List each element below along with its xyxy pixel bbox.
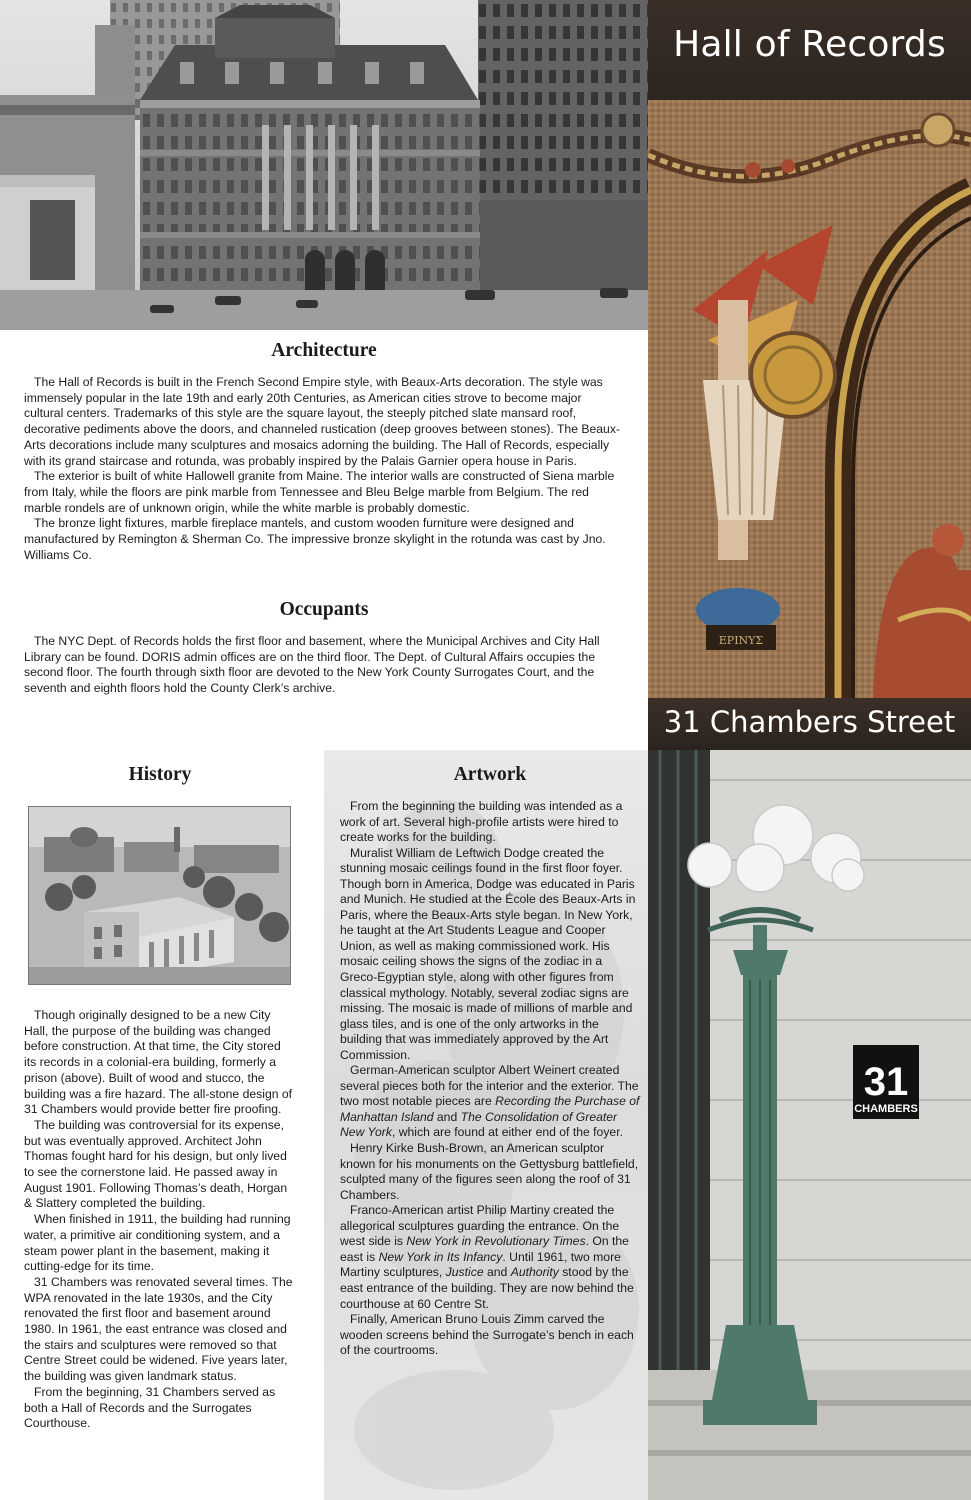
- history-paragraph: When finished in 1911, the building had running water, a primitive air conditioning system, and a steam power plant in the basement, making it cutting-edge for its time.: [24, 1212, 291, 1274]
- street-band: [648, 698, 971, 750]
- right-column: [648, 0, 971, 1500]
- architecture-paragraph: The exterior is built of white Hallowell granite from Maine. The interior walls are constructed of Siena marble from Italy, while the floors are pink marble from Tennessee and Bleu Belge marble from Belgium. The red marble rondels are of unknown origin, while the white marble is probably domestic.: [24, 469, 615, 515]
- artwork-text: stood by the east entrance of the building. They are now behind the courthouse at 60 Centre St.: [340, 1265, 634, 1311]
- artwork-paragraph: Henry Kirke Bush-Brown, an American sculptor known for his monuments on the Gettysburg battlefield, sculpted many of the figures seen along the roof of 31 Chambers.: [340, 1141, 639, 1202]
- history-section: [24, 764, 296, 806]
- artwork-paragraph: From the beginning the building was intended as a work of art. Several high-profile artists were hired to create works for the building.: [340, 799, 623, 845]
- sign-number: 31: [863, 1060, 909, 1104]
- artwork-text: and: [483, 1265, 511, 1280]
- building-illustration: [0, 0, 648, 330]
- artwork-paragraph: Finally, American Bruno Louis Zimm carved the wooden screens behind the Surrogate’s bench in each of the courtrooms.: [340, 1312, 634, 1358]
- artwork-title: The Consolidation of Greater New York: [340, 1109, 618, 1140]
- artwork-section: [340, 764, 640, 1359]
- history-body: [24, 1008, 296, 1432]
- occupants-paragraph: The NYC Dept. of Records holds the first floor and basement, where the Municipal Archives and City Hall Library can be found. DORIS admin offices are on the third floor. The Dept. of Cultural Affairs occupies the second floor. The fourth through sixth floor are devoted to the New York County Surrogates Court, and the seventh and eighth floors hold the County Clerk’s archive.: [24, 634, 600, 696]
- lamp-illustration: [648, 750, 971, 1500]
- architecture-paragraph: The Hall of Records is built in the French Second Empire style, with Beaux-Arts decoration. The style was immensely popular in the late 19th and early 20th Centuries, as American cities strove to become major cultural centers. Trademarks of this style are the square layout, the steeply pitched slate mansard roof, decorative pediments above the doors, and channeled rustication (deep grooves between stones). The Beaux-Arts decorations include many sculptures and mosaics adorning the building. The Hall of Records, especially with its grand staircase and rotunda, was probably inspired by the Palais Garnier opera house in Paris.: [24, 375, 620, 468]
- artwork-paragraph: Muralist William de Leftwich Dodge created the stunning mosaic ceilings found in the first floor foyer. Though born in America, Dodge was educated in Paris and Munich. He studied at the École des Beaux-Arts in Paris, where the Beaux-Arts style began. In New York, he taught at the Art Students League and Cooper Union, as well as making commissioned work. His mosaic ceiling shows the signs of the zodiac in a Greco-Egyptian style, along with other figures from classical mythology. Notably, several zodiac signs are missing. The mosaic is made of millions of marble and glass tiles, and is one of the only artworks in the building that was immediately approved by the Art Commission.: [340, 845, 636, 1062]
- architecture-body: [24, 375, 624, 563]
- history-paragraph: From the beginning, 31 Chambers served as both a Hall of Records and the Surrogates Courthouse.: [24, 1384, 276, 1431]
- history-paragraph: 31 Chambers was renovated several times. The WPA renovated in the late 1930s, and the City renovated the first floor and basement around 1980. In 1961, the east entrance was closed and the stairs and sculptures were removed so that Centre Street could be widened. Five years later, the building was given landmark status.: [24, 1274, 293, 1384]
- mosaic-illustration: [648, 100, 971, 698]
- lamp-photo: [648, 750, 971, 1500]
- occupants-body: [24, 634, 624, 697]
- artwork-title: New York in Revolutionary Times: [406, 1234, 586, 1249]
- history-paragraph: Though originally designed to be a new City Hall, the purpose of the building was changed before construction. At that time, the City stored its records in a colonial-era building, formerly a prison (above). Built of wood and stucco, the building was a fire hazard. The all-stone design of 31 Chambers would provide better fire proofing.: [24, 1008, 293, 1117]
- street-address: 31 Chambers Street: [663, 705, 956, 739]
- artwork-heading: Artwork: [453, 764, 527, 785]
- artwork-text: . On the east is: [340, 1234, 629, 1264]
- occupants-heading: Occupants: [279, 599, 369, 620]
- occupants-section: [24, 599, 624, 697]
- architecture-paragraph: The bronze light fixtures, marble fireplace mantels, and custom wooden furniture were designed and manufactured by Remington & Sherman Co. The impressive bronze skylight in the rotunda was cast by Jno. Williams Co.: [24, 516, 606, 562]
- artwork-title: New York in Its Infancy: [378, 1249, 503, 1264]
- artwork-text: Franco-American artist Philip Martiny created the allegorical sculptures guarding the entrance. On the west side is: [340, 1203, 620, 1249]
- architecture-heading: Architecture: [271, 340, 377, 361]
- artwork-paragraph: [340, 1203, 640, 1312]
- artwork-paragraph: [340, 1063, 640, 1141]
- history-paragraph: The building was controversial for its expense, but was eventually approved. Architect John Thomas fought hard for his design, but only lived to see the cornerstone laid. He passed away in August 1901. Following Thomas’s death, Horgan & Slattery completed the building.: [24, 1117, 288, 1211]
- artwork-text: and: [433, 1109, 461, 1124]
- artwork-text: , which are found at either end of the foyer.: [391, 1125, 623, 1140]
- artwork-text: German-American sculptor Albert Weinert created several pieces both for the interior and the exterior. The two most notable pieces are: [340, 1063, 639, 1109]
- architecture-section: [24, 340, 624, 563]
- sign-label: CHAMBERS: [854, 1103, 918, 1115]
- artwork-body: [340, 799, 640, 1359]
- building-photo: [0, 0, 648, 330]
- title-band: [648, 0, 971, 100]
- history-illustration: [29, 807, 291, 985]
- history-heading: History: [128, 764, 192, 785]
- artwork-text: . Until 1961, two more Martiny sculptures,: [340, 1249, 621, 1280]
- artwork-title: Justice: [445, 1265, 484, 1280]
- mosaic-inscription: ΕΡΙΝΥΣ: [718, 634, 764, 647]
- history-photo: [28, 806, 291, 985]
- page-title: Hall of Records: [673, 24, 946, 65]
- mosaic-photo: [648, 100, 971, 698]
- artwork-title: Authority: [510, 1265, 559, 1280]
- artwork-title: Recording the Purchase of Manhattan Island: [340, 1094, 640, 1124]
